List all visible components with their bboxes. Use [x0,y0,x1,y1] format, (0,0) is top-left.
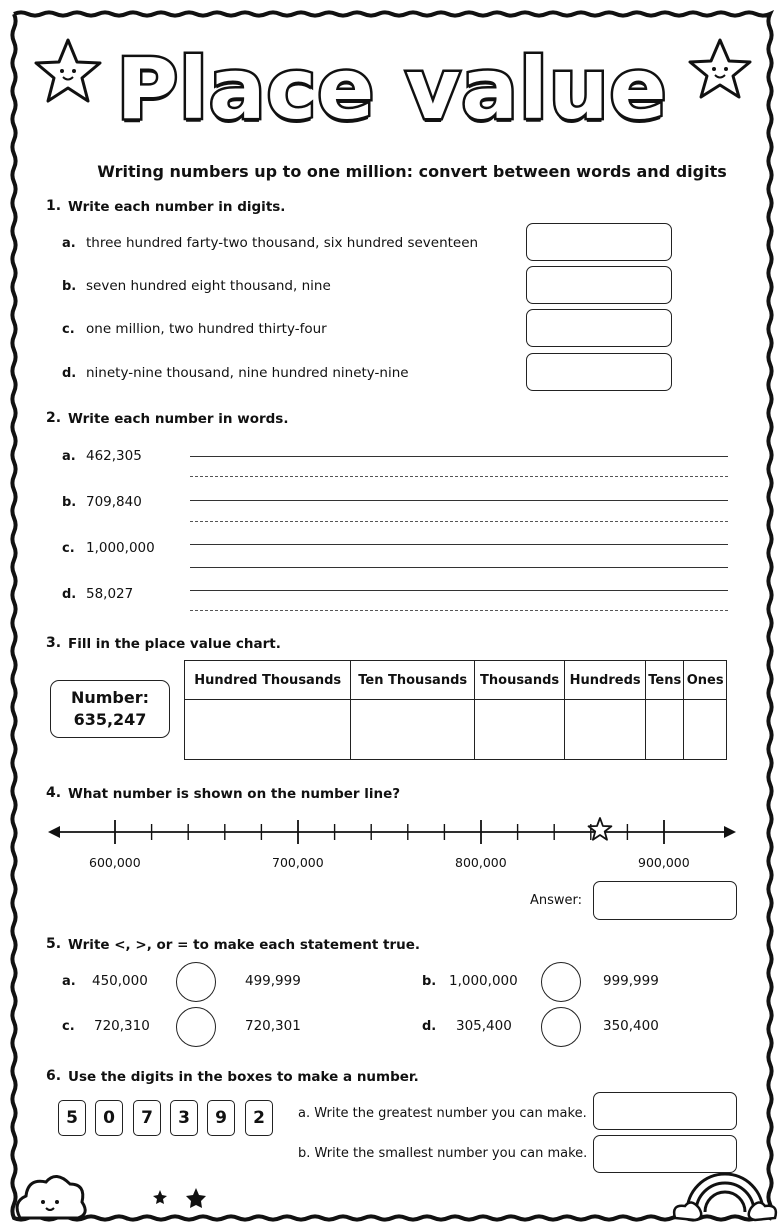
q1-answer-box-b[interactable] [526,266,672,304]
q6-number: 6. [46,1068,62,1084]
header-ten-thousands: Ten Thousands [351,661,475,700]
answer-label: Answer: [530,893,583,908]
q6-part-b: b. Write the smallest number you can make. [298,1146,588,1161]
q1-answer-box-a[interactable] [526,223,672,261]
tick-label-900000: 900,000 [638,855,690,870]
q1-item-c: one million, two hundred thirty-four [86,321,327,337]
cell-hundreds[interactable] [565,700,646,760]
header-ones: Ones [684,661,727,700]
page-title: Place value [116,40,668,138]
header-hundred-thousands: Hundred Thousands [185,661,351,700]
q5-letter-d: d. [422,1019,437,1034]
q5-letter-c: c. [62,1019,75,1034]
cell-thousands[interactable] [475,700,565,760]
q5-instruction: Write <, >, or = to make each statement true. [68,937,421,953]
header-tens: Tens [646,661,684,700]
q5-letter-b: b. [422,974,437,989]
q5-number: 5. [46,936,62,952]
q2-letter-d: d. [62,587,77,602]
cell-hundred-thousands[interactable] [185,700,351,760]
cloud-icon [17,1176,85,1218]
q5-left-b: 1,000,000 [449,973,518,989]
number-label: Number: [70,688,150,707]
number-value: 635,247 [73,710,147,729]
q1-letter-b: b. [62,279,77,294]
cell-tens[interactable] [646,700,684,760]
digit-box: 2 [245,1100,273,1136]
q2-letter-b: b. [62,495,77,510]
tick-label-800000: 800,000 [455,855,507,870]
q2-guide-line-b [190,521,728,522]
q1-letter-a: a. [62,236,76,251]
q2-write-line-b[interactable] [190,500,728,501]
digit-box: 0 [95,1100,123,1136]
q2-item-d: 58,027 [86,586,134,602]
cell-ones[interactable] [684,700,727,760]
q5-letter-a: a. [62,974,76,989]
q1-number: 1. [46,198,62,214]
compare-circle-c[interactable] [176,1007,216,1047]
q6-answer-box-a[interactable] [593,1092,737,1130]
q4-instruction: What number is shown on the number line? [68,786,401,802]
digit-box: 7 [133,1100,161,1136]
right-arrow-icon [724,826,736,838]
header-hundreds: Hundreds [565,661,646,700]
rainbow-icon [674,1174,776,1220]
q2-item-b: 709,840 [86,494,142,510]
small-star-icon [153,1190,167,1204]
q5-right-d: 350,400 [603,1018,659,1034]
digit-box: 9 [207,1100,235,1136]
q1-instruction: Write each number in digits. [68,199,286,215]
q5-right-b: 999,999 [603,973,659,989]
q6-part-a: a. Write the greatest number you can make. [298,1106,587,1121]
digit-box: 3 [170,1100,198,1136]
q2-write-line-a[interactable] [190,456,728,457]
star-marker-icon [589,818,612,840]
q5-right-c: 720,301 [245,1018,301,1034]
q1-letter-d: d. [62,366,77,381]
q2-number: 2. [46,410,62,426]
left-arrow-icon [48,826,60,838]
q6-instruction: Use the digits in the boxes to make a number. [68,1069,419,1085]
tick-label-600000: 600,000 [89,855,141,870]
q1-answer-box-d[interactable] [526,353,672,391]
cell-ten-thousands[interactable] [351,700,475,760]
q5-left-a: 450,000 [92,973,148,989]
compare-circle-b[interactable] [541,962,581,1002]
q2-guide-line-a [190,476,728,477]
number-box [50,680,170,738]
q2-write-line-c[interactable] [190,544,728,545]
q1-item-b: seven hundred eight thousand, nine [86,278,331,294]
q5-left-c: 720,310 [94,1018,150,1034]
digit-box: 5 [58,1100,86,1136]
page-subtitle: Writing numbers up to one million: convert between words and digits [97,162,727,181]
q2-instruction: Write each number in words. [68,411,289,427]
q2-item-a: 462,305 [86,448,142,464]
compare-circle-a[interactable] [176,962,216,1002]
compare-circle-d[interactable] [541,1007,581,1047]
tick-label-700000: 700,000 [272,855,324,870]
small-star-icon [186,1188,206,1208]
q3-instruction: Fill in the place value chart. [68,636,281,652]
q5-left-d: 305,400 [456,1018,512,1034]
q2-item-c: 1,000,000 [86,540,155,556]
q4-number: 4. [46,785,62,801]
q6-answer-box-b[interactable] [593,1135,737,1173]
q1-item-a: three hundred farty-two thousand, six hundred seventeen [86,235,479,251]
q2-letter-c: c. [62,541,75,556]
q2-guide-line-c [190,567,728,568]
q1-letter-c: c. [62,322,75,337]
q2-write-line-d[interactable] [190,590,728,591]
place-value-chart [184,660,727,760]
q1-answer-box-c[interactable] [526,309,672,347]
q3-number: 3. [46,635,62,651]
q1-item-d: ninety-nine thousand, nine hundred ninety-nine [86,365,409,381]
q5-right-a: 499,999 [245,973,301,989]
number-line [40,810,744,854]
q4-answer-box[interactable] [593,881,737,920]
header-thousands: Thousands [475,661,565,700]
q2-guide-line-d [190,610,728,611]
q2-letter-a: a. [62,449,76,464]
